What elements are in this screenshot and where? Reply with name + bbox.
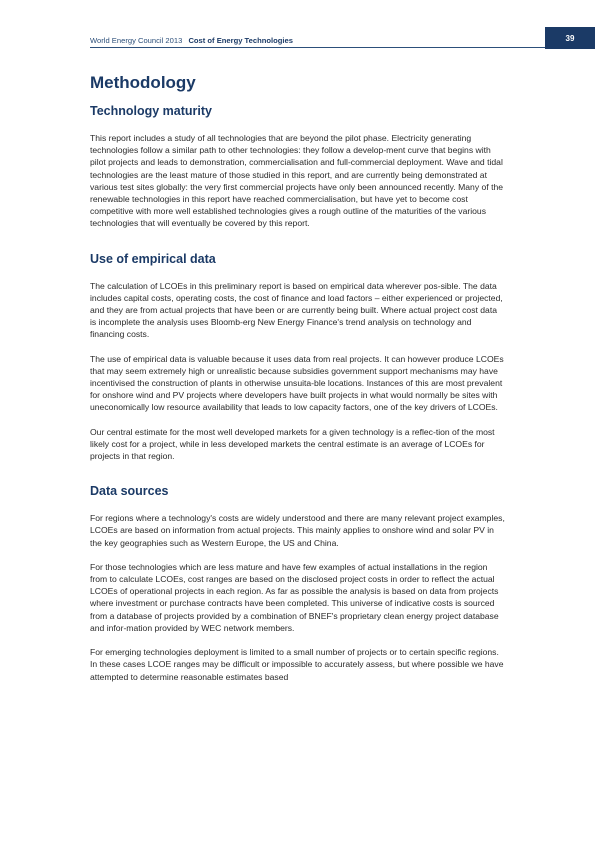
paragraph: This report includes a study of all technologies that are beyond the pilot phase. Electricity generating technologies follow a similar path to other technologies: they follow a develop-ment curve that begins with pilot projects and leads to demonstration, commercialisation and full-commercial deployment. Wave and tidal technologies are the least mature of those studied in this report, and are currently being demonstrated at various test sites globally: the very first commercial projects have only been announced recently. Many of the renewable technologies in this report have reached commercialisation, but have yet to become cost competitive with more well established technologies gives a rough outline of the maturities of the various technologies that will eventually be covered by this report.: [90, 133, 504, 229]
paragraph: The use of empirical data is valuable because it uses data from real projects. It can however produce LCOEs that may seem extremely high or unrealistic because subsidies government support mechanisms may have incentivised the construction of plants in otherwise unsuita-ble locations. Instances of this are most prevalent for onshore wind and PV projects where developers have built projects in what would normally be sites with uneconomically low resource availability that leads to low capacity factors, one of the key drivers of LCOEs.: [90, 353, 504, 413]
paragraph: For those technologies which are less mature and have few examples of actual installations in the region from to calculate LCOEs, cost ranges are based on the disclosed project costs in order to reflect the actual LCOEs of operational projects in each region. As far as possible the analysis is based on data from projects where investment or purchase contracts have been completed. This universe of indicative costs is sourced from a database of projects provided by a combination of BNEF's proprietary clean energy project database and infor-mation provided by WEC network members.: [90, 561, 499, 633]
paragraph: For emerging technologies deployment is limited to a small number of projects or to certain specific regions. In these cases LCOE ranges may be difficult or impossible to accurately assess, but where possible we have attempted to determine reasonable estimates based: [90, 647, 504, 682]
section-heading-technology-maturity: Technology maturity: [90, 104, 213, 118]
paragraph: For regions where a technology's costs are widely understood and there are many relevant project examples, LCOEs are based on information from actual projects. This mainly applies to onshore wind and solar PV in the key geographies such as Western Europe, the US and China.: [90, 513, 505, 548]
page-number-badge: [545, 27, 595, 49]
paragraph: Our central estimate for the most well developed markets for a given technology is a reflec-tion of the most likely cost for a project, while in less developed markets the central estimate is an average of LCOEs for projects in that region.: [90, 426, 495, 462]
paragraph: The calculation of LCOEs in this preliminary report is based on empirical data wherever pos-sible. The data includes capital costs, operating costs, the cost of finance and load factors – either experienced or projected, and they are from actual projects that have been or are currently being built. Where actual project cost data is incomplete the analysis uses Bloomb-erg New Energy Finance's trend analysis on technology and financing costs.: [90, 280, 503, 340]
header-rule: [90, 47, 545, 48]
header-org: World Energy Council 2013: [90, 36, 183, 45]
section-heading-empirical-data: Use of empirical data: [90, 251, 216, 266]
running-header: [90, 36, 293, 45]
page-number: 39: [565, 33, 575, 43]
section-heading-data-sources: Data sources: [90, 484, 169, 499]
page-content: [90, 70, 505, 683]
header-report-title: Cost of Energy Technologies: [188, 36, 293, 45]
page-title: Methodology: [90, 73, 196, 92]
